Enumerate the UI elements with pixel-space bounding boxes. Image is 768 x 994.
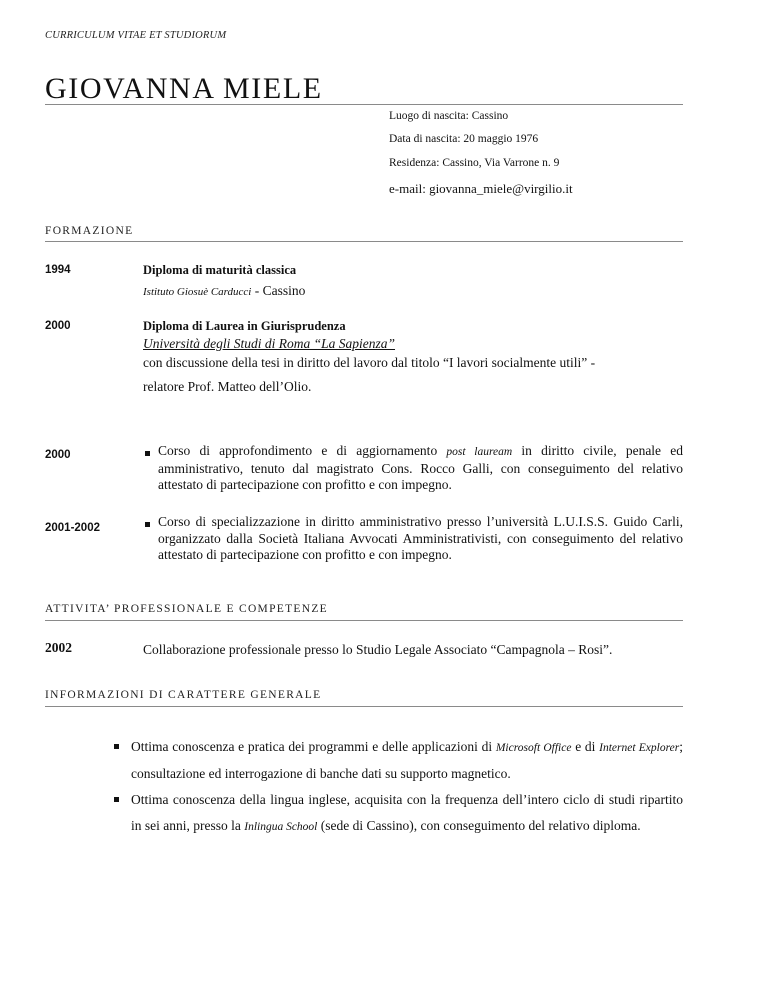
section-divider [45,620,683,621]
thesis-advisor: relatore Prof. Matteo dell’Olio. [143,379,312,394]
course-text: Corso di approfondimento e di aggiornamento [158,443,447,458]
page-title: GIOVANNA MIELE [45,72,323,105]
education-year: 1994 [45,264,71,276]
info-text: (sede di Cassino), con conseguimento del relativo diploma. [317,818,641,833]
bullet-icon [145,451,150,456]
education-year: 2000 [45,320,71,332]
info-text: Ottima conoscenza e pratica dei programmi e delle applicazioni di [131,739,496,754]
bullet-icon [114,744,119,749]
work-description: Collaborazione professionale presso lo Studio Legale Associato “Campagnola – Rosi”. [143,642,613,657]
work-year: 2002 [45,640,72,655]
document-kicker: CURRICULUM VITAE ET STUDIORUM [45,30,227,41]
education-school: Università degli Studi di Roma “La Sapienza” [143,336,396,351]
info-text: ; consultazione ed interrogazione di banche dati su supporto magnetico. [131,739,683,781]
course-italic-term: post lauream [446,446,513,458]
info-italic-term: Internet Explorer [599,742,680,754]
education-school: Istituto Giosuè Carducci [143,286,252,298]
education-place: - Cassino [251,283,306,298]
bullet-icon [145,522,150,527]
section-divider [45,241,683,242]
birthplace: Luogo di nascita: Cassino [389,110,509,122]
section-title-formazione: FORMAZIONE [45,225,134,237]
info-text: e di [571,739,600,754]
education-school-line [143,283,305,299]
residence: Residenza: Cassino, Via Varrone n. 9 [389,157,560,169]
bullet-icon [114,797,119,802]
course-description: Corso di specializzazione in diritto amministrativo presso l’università L.U.I.S.S. Guido Carli, organizzato dalla Società Italiana Avvocati Amministrativisti, con conseguimento del relativo attestato di partecipazione con profitto e con impegno. [158,514,683,562]
info-text: Ottima conoscenza della lingua inglese, acquisita con la frequenza dell’intero ciclo di studi ripartito in sei anni, presso la [131,792,683,833]
course-year: 2001-2002 [45,522,100,534]
email-line: e-mail: giovanna_miele@virgilio.it [389,181,573,196]
title-divider [45,104,683,105]
education-degree: Diploma di Laurea in Giurisprudenza [143,319,346,333]
course-year: 2000 [45,449,71,461]
info-italic-term: Inlingua School [244,821,318,833]
section-divider [45,706,683,707]
course-text: in diritto civile, penale ed amministrativo, tenuto dal magistrato Cons. Rocco Galli, con conseguimento del relativo attestato di partecipazione con profitto e con impegno. [158,443,683,492]
info-item [131,787,683,840]
birthdate: Data di nascita: 20 maggio 1976 [389,133,539,145]
section-title-attivita: ATTIVITA’ PROFESSIONALE E COMPETENZE [45,603,329,615]
course-description [158,443,683,494]
info-italic-term: Microsoft Office [495,742,572,754]
thesis-text: con discussione della tesi in diritto del lavoro dal titolo “I lavori socialmente utili” - [143,355,596,370]
info-item [131,734,683,787]
section-title-informazioni: INFORMAZIONI DI CARATTERE GENERALE [45,689,322,701]
education-degree: Diploma di maturità classica [143,263,297,277]
